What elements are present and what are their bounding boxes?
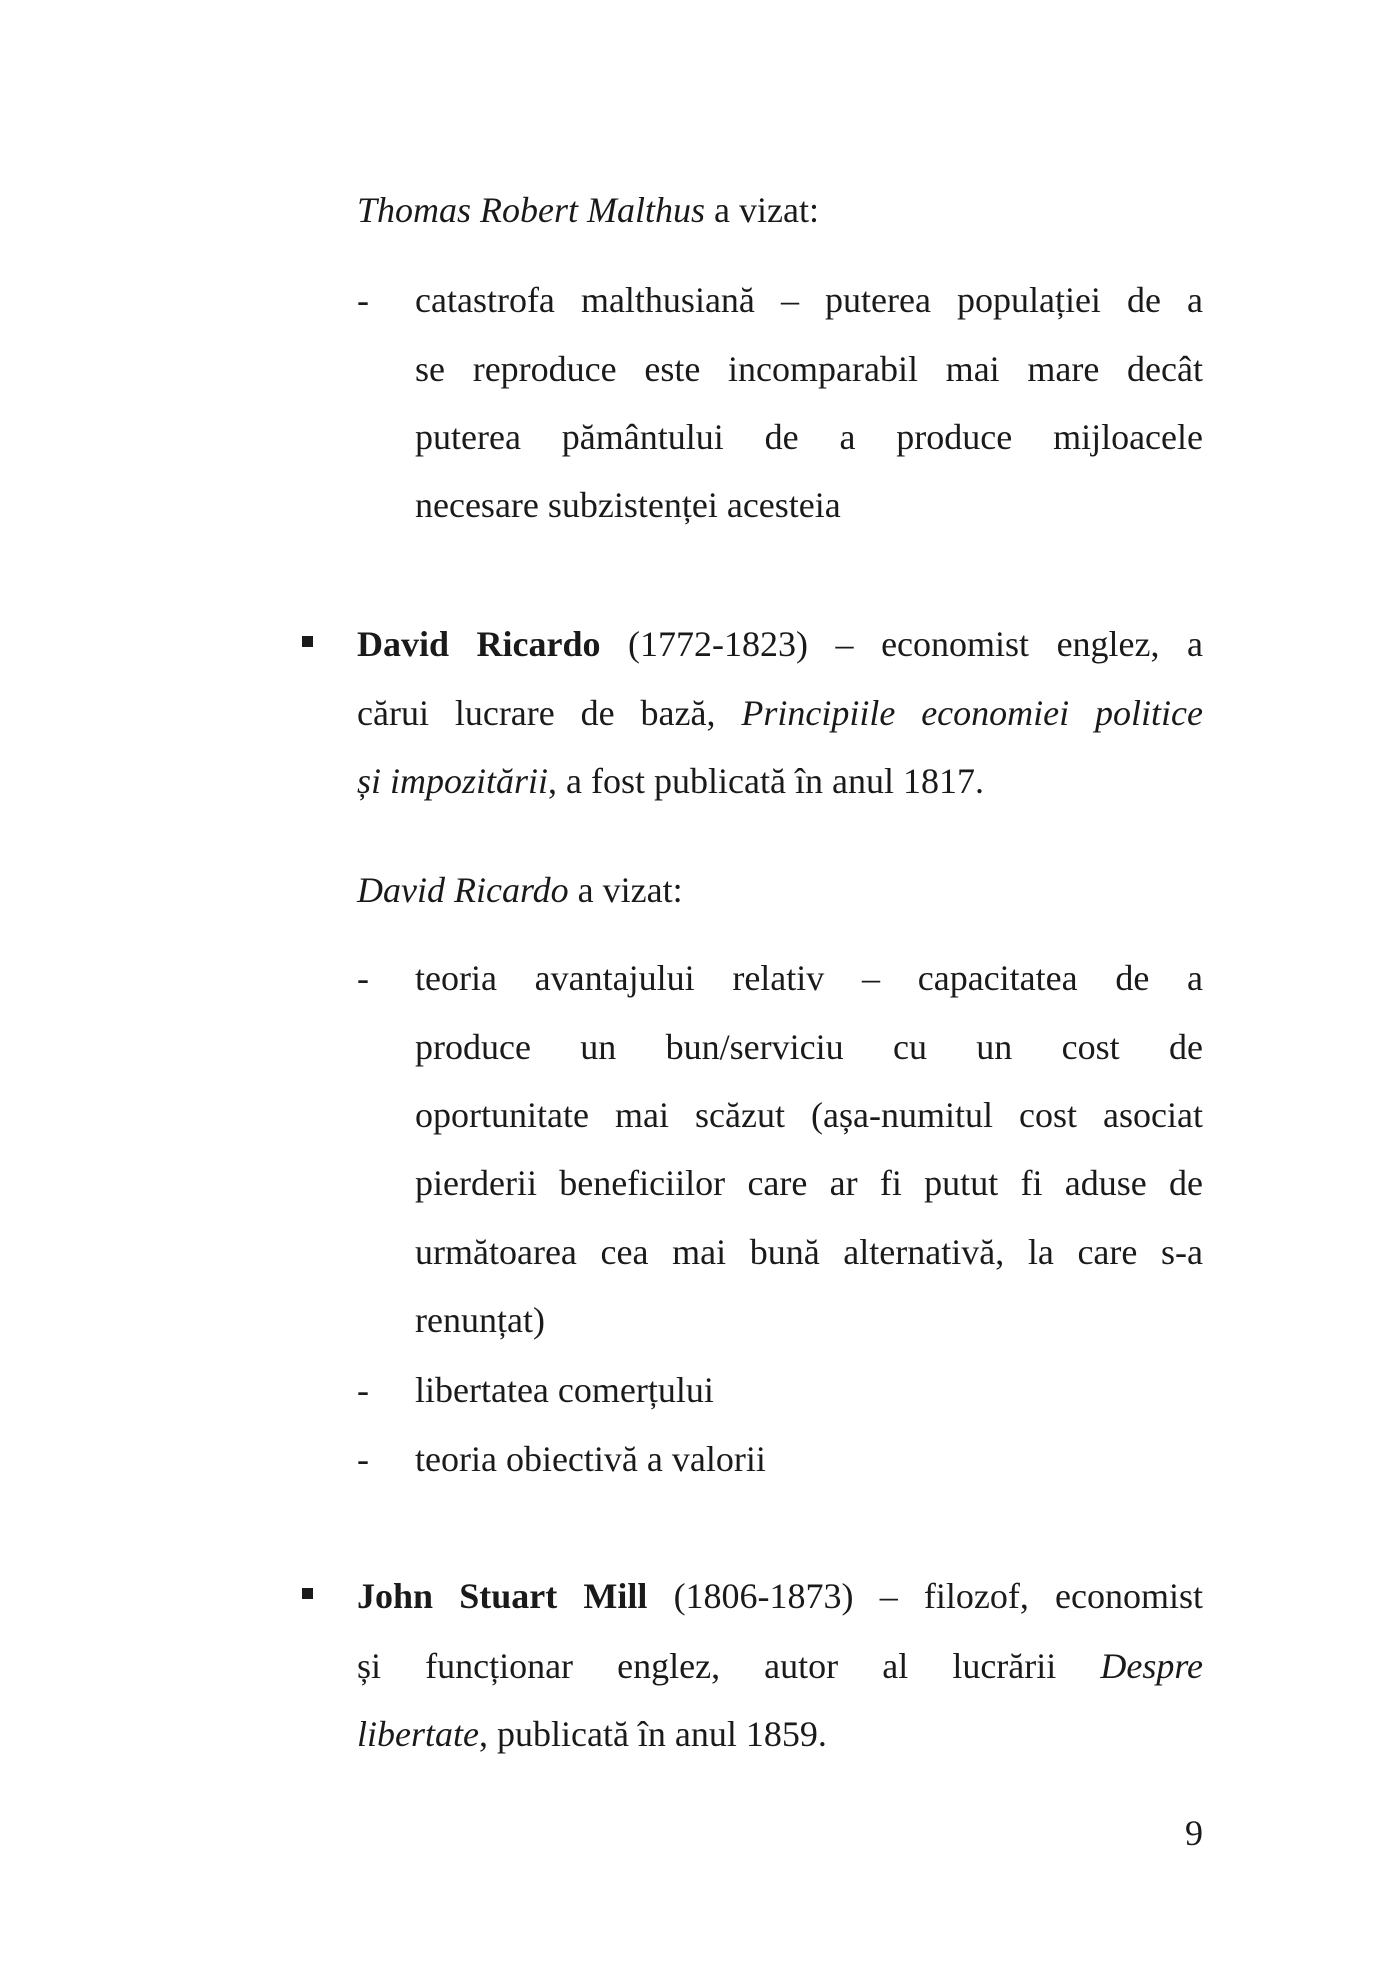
text-segment: necesare subzistenței acesteia bbox=[415, 485, 841, 525]
text-segment: renunțat) bbox=[415, 1300, 545, 1340]
text-line bbox=[415, 1286, 1203, 1354]
text-line bbox=[415, 1149, 1203, 1217]
italic-text: David Ricardo bbox=[357, 870, 569, 910]
text-line bbox=[357, 610, 1203, 678]
text-line bbox=[357, 856, 1203, 924]
text-segment: următoarea cea mai bună alternativă, la care s-a bbox=[415, 1232, 1203, 1272]
square-bullet-icon bbox=[302, 636, 313, 647]
text-line bbox=[415, 471, 1203, 539]
text-line bbox=[415, 1081, 1203, 1149]
text-line bbox=[357, 747, 1203, 815]
bold-name: John Stuart Mill bbox=[357, 1576, 648, 1616]
dash-marker: - bbox=[357, 1439, 369, 1479]
text-segment: produce un bun/serviciu cu un cost de bbox=[415, 1027, 1203, 1067]
italic-text: Despre bbox=[1100, 1646, 1203, 1686]
text-segment: pierderii beneficiilor care ar fi putut fi aduse de bbox=[415, 1163, 1203, 1203]
text-line bbox=[357, 1700, 1203, 1768]
dash-marker: - bbox=[357, 1370, 369, 1410]
text-line bbox=[415, 335, 1203, 403]
text-segment: (1806-1873) – filozof, economist bbox=[647, 1576, 1203, 1616]
text-segment: și funcționar englez, autor al lucrării bbox=[357, 1646, 1101, 1686]
text-segment: cărui lucrare de bază, bbox=[357, 693, 742, 733]
text-line bbox=[415, 1013, 1203, 1081]
italic-text: și impozitării bbox=[357, 761, 549, 801]
italic-text: Principiile economiei politice bbox=[741, 693, 1203, 733]
bold-name: David Ricardo bbox=[357, 624, 601, 664]
text-segment: teoria avantajului relativ – capacitatea de a bbox=[415, 958, 1203, 998]
text-line bbox=[357, 1562, 1203, 1630]
text-segment: puterea pământului de a produce mijloacele bbox=[415, 417, 1203, 457]
text-segment: a vizat: bbox=[568, 870, 683, 910]
dash-marker: - bbox=[357, 280, 369, 320]
italic-text: Thomas Robert Malthus bbox=[357, 190, 706, 230]
text-line bbox=[415, 1425, 1203, 1493]
text-line bbox=[415, 944, 1203, 1012]
dash-marker: - bbox=[357, 958, 369, 998]
page-number: 9 bbox=[1185, 1813, 1203, 1853]
text-line bbox=[357, 176, 1203, 244]
text-segment: oportunitate mai scăzut (așa-numitul cost asociat bbox=[415, 1095, 1203, 1135]
text-segment: , publicată în anul 1859. bbox=[478, 1714, 827, 1754]
text-line bbox=[415, 266, 1203, 334]
text-line bbox=[415, 403, 1203, 471]
text-line bbox=[357, 1632, 1203, 1700]
text-segment: (1772-1823) – economist englez, a bbox=[600, 624, 1204, 664]
text-segment: teoria obiectivă a valorii bbox=[415, 1439, 766, 1479]
text-line bbox=[357, 679, 1203, 747]
text-line bbox=[415, 1218, 1203, 1286]
text-segment: libertatea comerțului bbox=[415, 1370, 714, 1410]
text-segment: a vizat: bbox=[705, 190, 819, 230]
text-segment: catastrofa malthusiană – puterea populației de a bbox=[415, 280, 1203, 320]
square-bullet-icon bbox=[302, 1588, 313, 1599]
italic-text: libertate bbox=[357, 1714, 479, 1754]
text-line bbox=[415, 1356, 1203, 1424]
text-segment: , a fost publicată în anul 1817. bbox=[548, 761, 984, 801]
text-segment: se reproduce este incomparabil mai mare decât bbox=[415, 349, 1203, 389]
